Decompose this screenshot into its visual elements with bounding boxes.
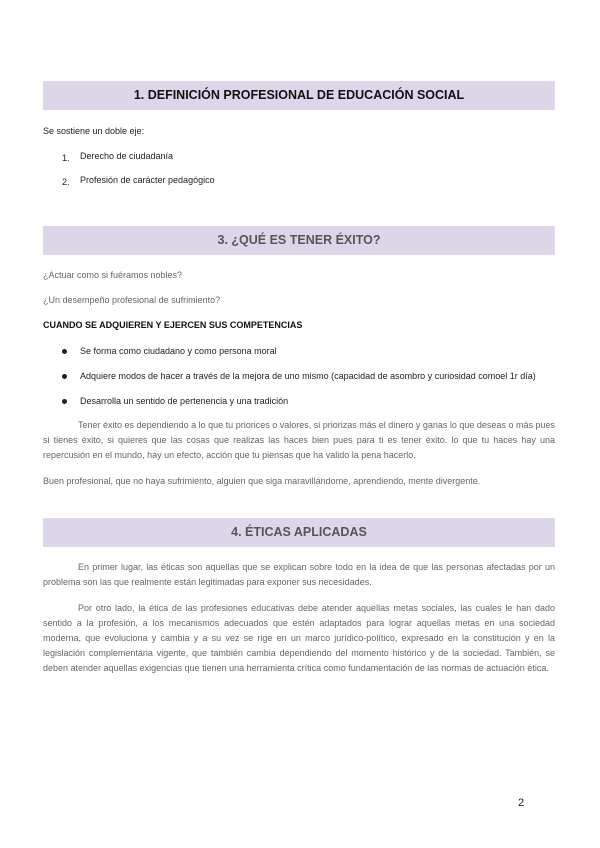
list-item: Derecho de ciudadanía [80,151,174,161]
question-1: ¿Actuar como si fuéramos nobles? [43,270,183,280]
section-heading-4: 4. ÉTICAS APLICADAS [43,518,555,547]
bullet-item: Se forma como ciudadano y como persona moral [80,346,277,356]
paragraph: Tener éxito es dependiendo a lo que tu priorices o valores, si priorizas más el dinero y ganas lo que deseas o más pues si tienes éxito, si quieres que las cosas que realizas las haces bien pues para ti es tener éxito. lo que tu haces hay una repercusión en el mundo, hay un efecto, acción que tu piensas que ha valido la pena hacerlo. [43,420,555,460]
subheading: CUANDO SE ADQUIEREN Y EJERCEN SUS COMPETENCIAS [43,320,303,330]
section-1-intro: Se sostiene un doble eje: [43,126,145,136]
paragraph: En primer lugar, las éticas son aquellas que se explican sobre todo en la idea de que las personas afectadas por un problema son las que realmente están legitimadas para exponer sus necesidades. [43,562,555,587]
list-number: 2. [62,177,70,187]
question-2: ¿Un desempeño profesional de sufrimiento? [43,295,221,305]
bullet-icon [62,349,67,354]
list-item: Profesión de carácter pedagógico [80,175,215,185]
paragraph: Por otro lado, la ética de las profesiones educativas debe atender aquellas metas sociales, las cuales le han dado sentido a la profesión, a los mecanismos adecuados que estén adaptados para lograr aquellas metas en una sociedad moderna, que evoluciona y cambia y a su vez se rige en un marco jurídico-político, expresado en la constitución y en la legislación complementaria vigente, que también cambia dependiendo del momento histórico y de la sociedad. También, se deben atender aquellas exigencias que tienen una herramienta crítica como fundamentación de las normas de actuación ética. [43,603,555,673]
bullet-item: Desarrolla un sentido de pertenencia y una tradición [80,396,289,406]
bullet-icon [62,399,67,404]
bullet-icon [62,374,67,379]
section-heading-3: 3. ¿QUÉ ES TENER ÉXITO? [43,226,555,255]
page-number: 2 [518,797,525,809]
bullet-item: Adquiere modos de hacer a través de la mejora de uno mismo (capacidad de asombro y curiosidad comoel 1r día) [80,371,536,381]
section-heading-1: 1. DEFINICIÓN PROFESIONAL DE EDUCACIÓN SOCIAL [43,81,555,110]
list-number: 1. [62,153,70,163]
paragraph: Buen profesional, que no haya sufrimiento, alguien que siga maravillándome, aprendiendo, mente divergente. [43,476,481,486]
